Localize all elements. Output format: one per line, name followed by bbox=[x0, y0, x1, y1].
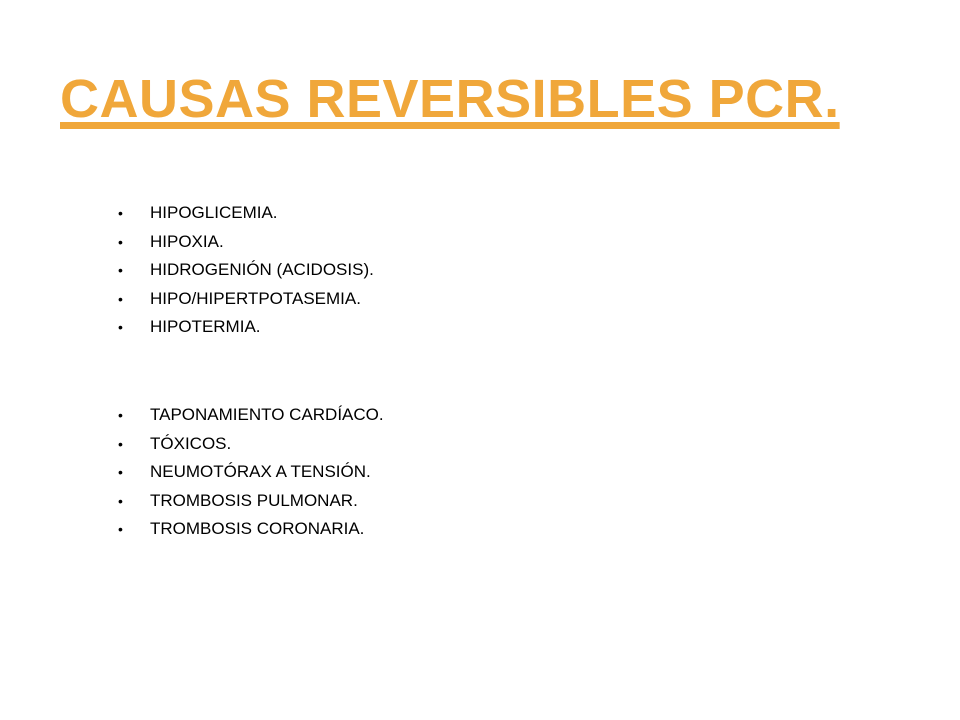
list-item bbox=[118, 430, 384, 459]
list-item-text: HIPO/HIPERTPOTASEMIA. bbox=[150, 288, 361, 308]
list-item-text: HIPOGLICEMIA. bbox=[150, 203, 278, 222]
list-item bbox=[118, 228, 374, 257]
list-item-text: TAPONAMIENTO CARDÍACO. bbox=[150, 405, 384, 424]
bullet-icon: • bbox=[118, 205, 123, 221]
bullet-icon: • bbox=[118, 492, 123, 509]
list-item bbox=[118, 487, 384, 516]
list-item bbox=[118, 515, 384, 544]
list-item bbox=[118, 199, 374, 228]
bullet-icon: • bbox=[118, 464, 123, 480]
list-item bbox=[118, 458, 384, 487]
bullet-list-group-1 bbox=[118, 199, 374, 342]
list-item-text: HIPOTERMIA. bbox=[150, 317, 261, 336]
list-item bbox=[118, 313, 374, 342]
bullet-icon: • bbox=[118, 262, 123, 278]
bullet-icon: • bbox=[118, 290, 123, 307]
bullet-list-group-2 bbox=[118, 401, 384, 544]
bullet-icon: • bbox=[118, 521, 123, 537]
bullet-icon: • bbox=[118, 319, 123, 335]
list-item-text: HIPOXIA. bbox=[150, 231, 224, 251]
bullet-icon: • bbox=[118, 407, 123, 423]
slide-title: CAUSAS REVERSIBLES PCR. bbox=[60, 69, 840, 129]
bullet-icon: • bbox=[118, 435, 123, 452]
list-item-text: HIDROGENIÓN (ACIDOSIS). bbox=[150, 260, 374, 279]
list-item bbox=[118, 285, 374, 314]
list-item-text: TÓXICOS. bbox=[150, 433, 232, 453]
list-item bbox=[118, 401, 384, 430]
list-item bbox=[118, 256, 374, 285]
list-item-text: NEUMOTÓRAX A TENSIÓN. bbox=[150, 462, 371, 481]
list-item-text: TROMBOSIS CORONARIA. bbox=[150, 519, 365, 538]
bullet-icon: • bbox=[118, 233, 123, 250]
list-item-text: TROMBOSIS PULMONAR. bbox=[150, 490, 358, 510]
